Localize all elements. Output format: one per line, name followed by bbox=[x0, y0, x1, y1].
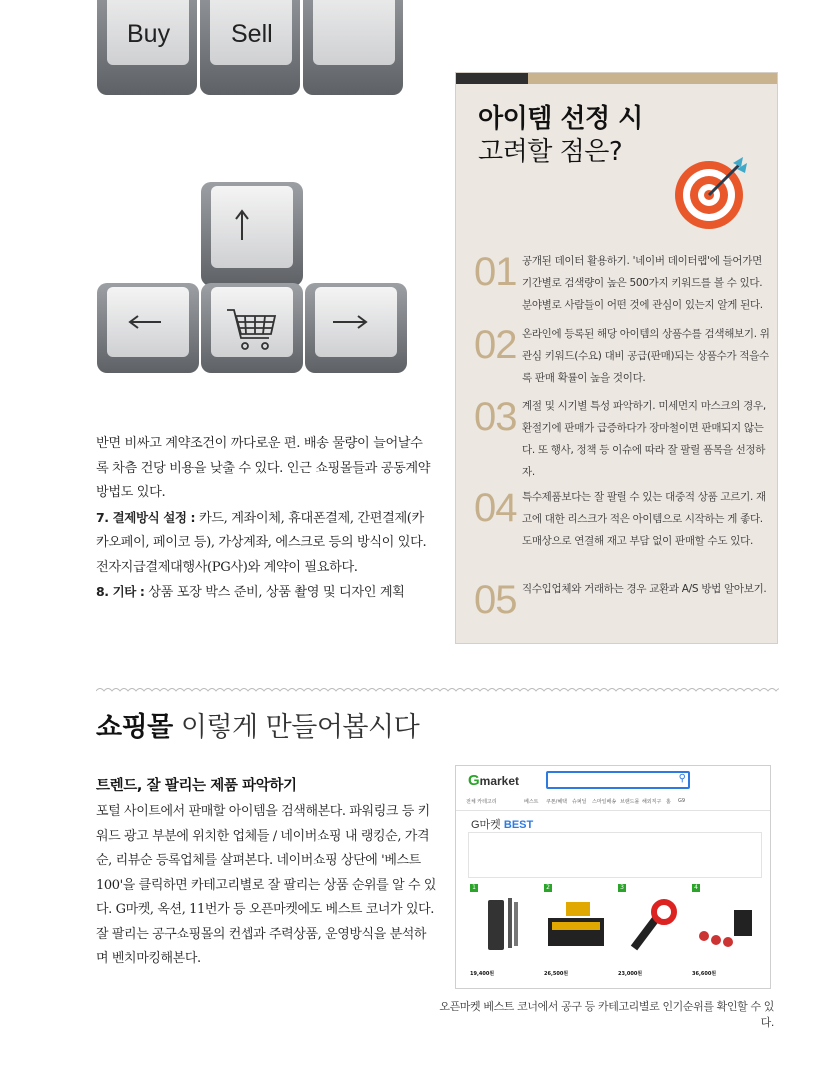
gmarket-logo: Gmarket bbox=[468, 772, 520, 789]
nav-item: G9 bbox=[678, 798, 686, 804]
tip-number: 05 bbox=[474, 578, 517, 622]
tips-subtitle: 고려할 점은? bbox=[478, 137, 623, 167]
nav-item: 해외직구 bbox=[642, 799, 662, 805]
product-price: 23,000원 bbox=[618, 971, 643, 977]
item-7-label: 7. 결제방식 설정 : bbox=[96, 509, 196, 525]
sell-key bbox=[200, 0, 300, 95]
wavy-divider bbox=[96, 685, 779, 697]
blank-key bbox=[303, 0, 403, 95]
paragraph: 반면 비싸고 계약조건이 까다로운 편. 배송 물량이 늘어날수록 차츰 건당 비용을 낮출 수 있다. 인근 쇼핑몰들과 공동계약 방법도 있다. bbox=[96, 436, 431, 500]
gmarket-screenshot bbox=[455, 765, 771, 989]
tip-text: 계절 및 시기별 특성 파악하기. 미세먼지 마스크의 경우, 환절기에 판매가 급증하다가 장마철이면 판매되지 않는다. 또 행사, 정책 등 이슈에 따라 잘 팔릴 품목을 선정하자. bbox=[522, 400, 766, 478]
tip-number: 01 bbox=[474, 250, 517, 294]
subsection-title: 트렌드, 잘 팔리는 제품 파악하기 bbox=[96, 778, 297, 794]
tip-text: 직수입업체와 거래하는 경우 교환과 A/S 방법 알아보기. bbox=[522, 583, 767, 595]
up-arrow-key bbox=[201, 182, 303, 286]
buy-key bbox=[97, 0, 197, 95]
product-price: 19,400원 bbox=[470, 971, 495, 977]
product-card bbox=[468, 884, 533, 984]
nav-item: 전체 카테고리 bbox=[466, 799, 497, 805]
tips-top-bar bbox=[456, 73, 777, 84]
product-card bbox=[616, 884, 681, 984]
target-icon bbox=[671, 153, 751, 233]
section-title bbox=[96, 705, 419, 744]
tip-text: 공개된 데이터 활용하기. '네이버 데이터랩'에 들어가면 기간별로 검색량이 높은 500가지 키워드를 볼 수 있다. 분야별로 사람들이 어떤 것에 관심이 있는지 알게 된다. bbox=[522, 255, 763, 311]
rank-badge: 4 bbox=[692, 884, 700, 892]
nav-item: 베스트 bbox=[524, 799, 539, 805]
search-icon: ⚲ bbox=[678, 773, 686, 784]
toolset-image bbox=[546, 898, 606, 954]
buy-key-label: Buy bbox=[127, 20, 171, 48]
item-7-text: 카드, 계좌이체, 휴대폰결제, 간편결제(카카오페이, 페이코 등), 가상계좌, 에스크로 등의 방식이 있다. 전자지급결제대행사(PG사)와 계약이 필요하다. bbox=[96, 510, 427, 575]
product-price: 36,600원 bbox=[692, 971, 717, 977]
rank-badge: 3 bbox=[618, 884, 626, 892]
category-panel bbox=[468, 832, 762, 878]
nav-item: 홈 bbox=[666, 799, 671, 805]
section-title-light: 이렇게 만들어봅시다 bbox=[172, 712, 420, 743]
item-8-text: 상품 포장 박스 준비, 상품 촬영 및 디자인 계획 bbox=[144, 585, 405, 600]
item-8-label: 8. 기타 : bbox=[96, 584, 145, 599]
section-title-bold: 쇼핑몰 bbox=[96, 712, 173, 743]
wrench-image bbox=[624, 898, 678, 954]
tip-number: 02 bbox=[474, 323, 517, 367]
product-card bbox=[542, 884, 607, 984]
left-text-block bbox=[96, 432, 431, 606]
pipe-tool-image bbox=[694, 900, 756, 952]
section-body: 포털 사이트에서 판매할 아이템을 검색해본다. 파워링크 등 키워드 광고 부분에 위치한 업체들 / 네이버쇼핑 내 랭킹순, 가격순, 리뷰순 등록업체를 살펴본다. 네이버쇼핑 상단에 '베스트100'을 클릭하면 카테고리별로 잘 팔리는 상품 순위를 알 수 있다. G마켓, 옥션, 11번가 등 오픈마켓에도 베스트 코너가 있다. 잘 팔리는 공구쇼핑몰의 컨셉과 주력상품, 운영방식을 분석하며 벤치마킹해본다. bbox=[96, 804, 437, 966]
rank-badge: 1 bbox=[470, 884, 478, 892]
product-card bbox=[690, 884, 755, 984]
tip-text: 특수제품보다는 잘 팔릴 수 있는 대중적 상품 고르기. 재고에 대한 리스크가 적은 아이템으로 시작하는 게 좋다. 도매상으로 연결해 재고 부담 없이 판매할 수도 있다. bbox=[522, 491, 766, 547]
gmarket-search-bar bbox=[546, 771, 690, 789]
cart-key bbox=[201, 283, 303, 373]
tips-box bbox=[455, 72, 778, 644]
tip-text: 온라인에 등록된 해당 아이템의 상품수를 검색해보기. 위 관심 키워드(수요) 대비 공급(판매)되는 상품수가 적을수록 판매 확률이 높을 것이다. bbox=[522, 328, 770, 384]
right-arrow-key bbox=[305, 283, 407, 373]
tip-number: 03 bbox=[474, 395, 517, 439]
tip-number: 04 bbox=[474, 486, 517, 530]
image-caption: 오픈마켓 베스트 코너에서 공구 등 카테고리별로 인기순위를 확인할 수 있다. bbox=[439, 1000, 774, 1029]
best-title: G마켓 BEST bbox=[471, 819, 534, 831]
nav-item: 브랜드몰 bbox=[620, 799, 640, 805]
left-arrow-key bbox=[97, 283, 199, 373]
keyboard-illustration bbox=[95, 0, 440, 380]
gmarket-nav bbox=[456, 796, 770, 811]
product-price: 26,500원 bbox=[544, 971, 569, 977]
nav-item: 쿠폰/혜택 bbox=[546, 799, 568, 805]
tips-title: 아이템 선정 시 bbox=[478, 104, 643, 134]
nav-item: 스마일배송 bbox=[592, 799, 617, 805]
screwdriver-kit-image bbox=[482, 896, 522, 954]
rank-badge: 2 bbox=[544, 884, 552, 892]
sell-key-label: Sell bbox=[231, 20, 273, 48]
nav-item: 슈퍼딜 bbox=[572, 799, 587, 805]
